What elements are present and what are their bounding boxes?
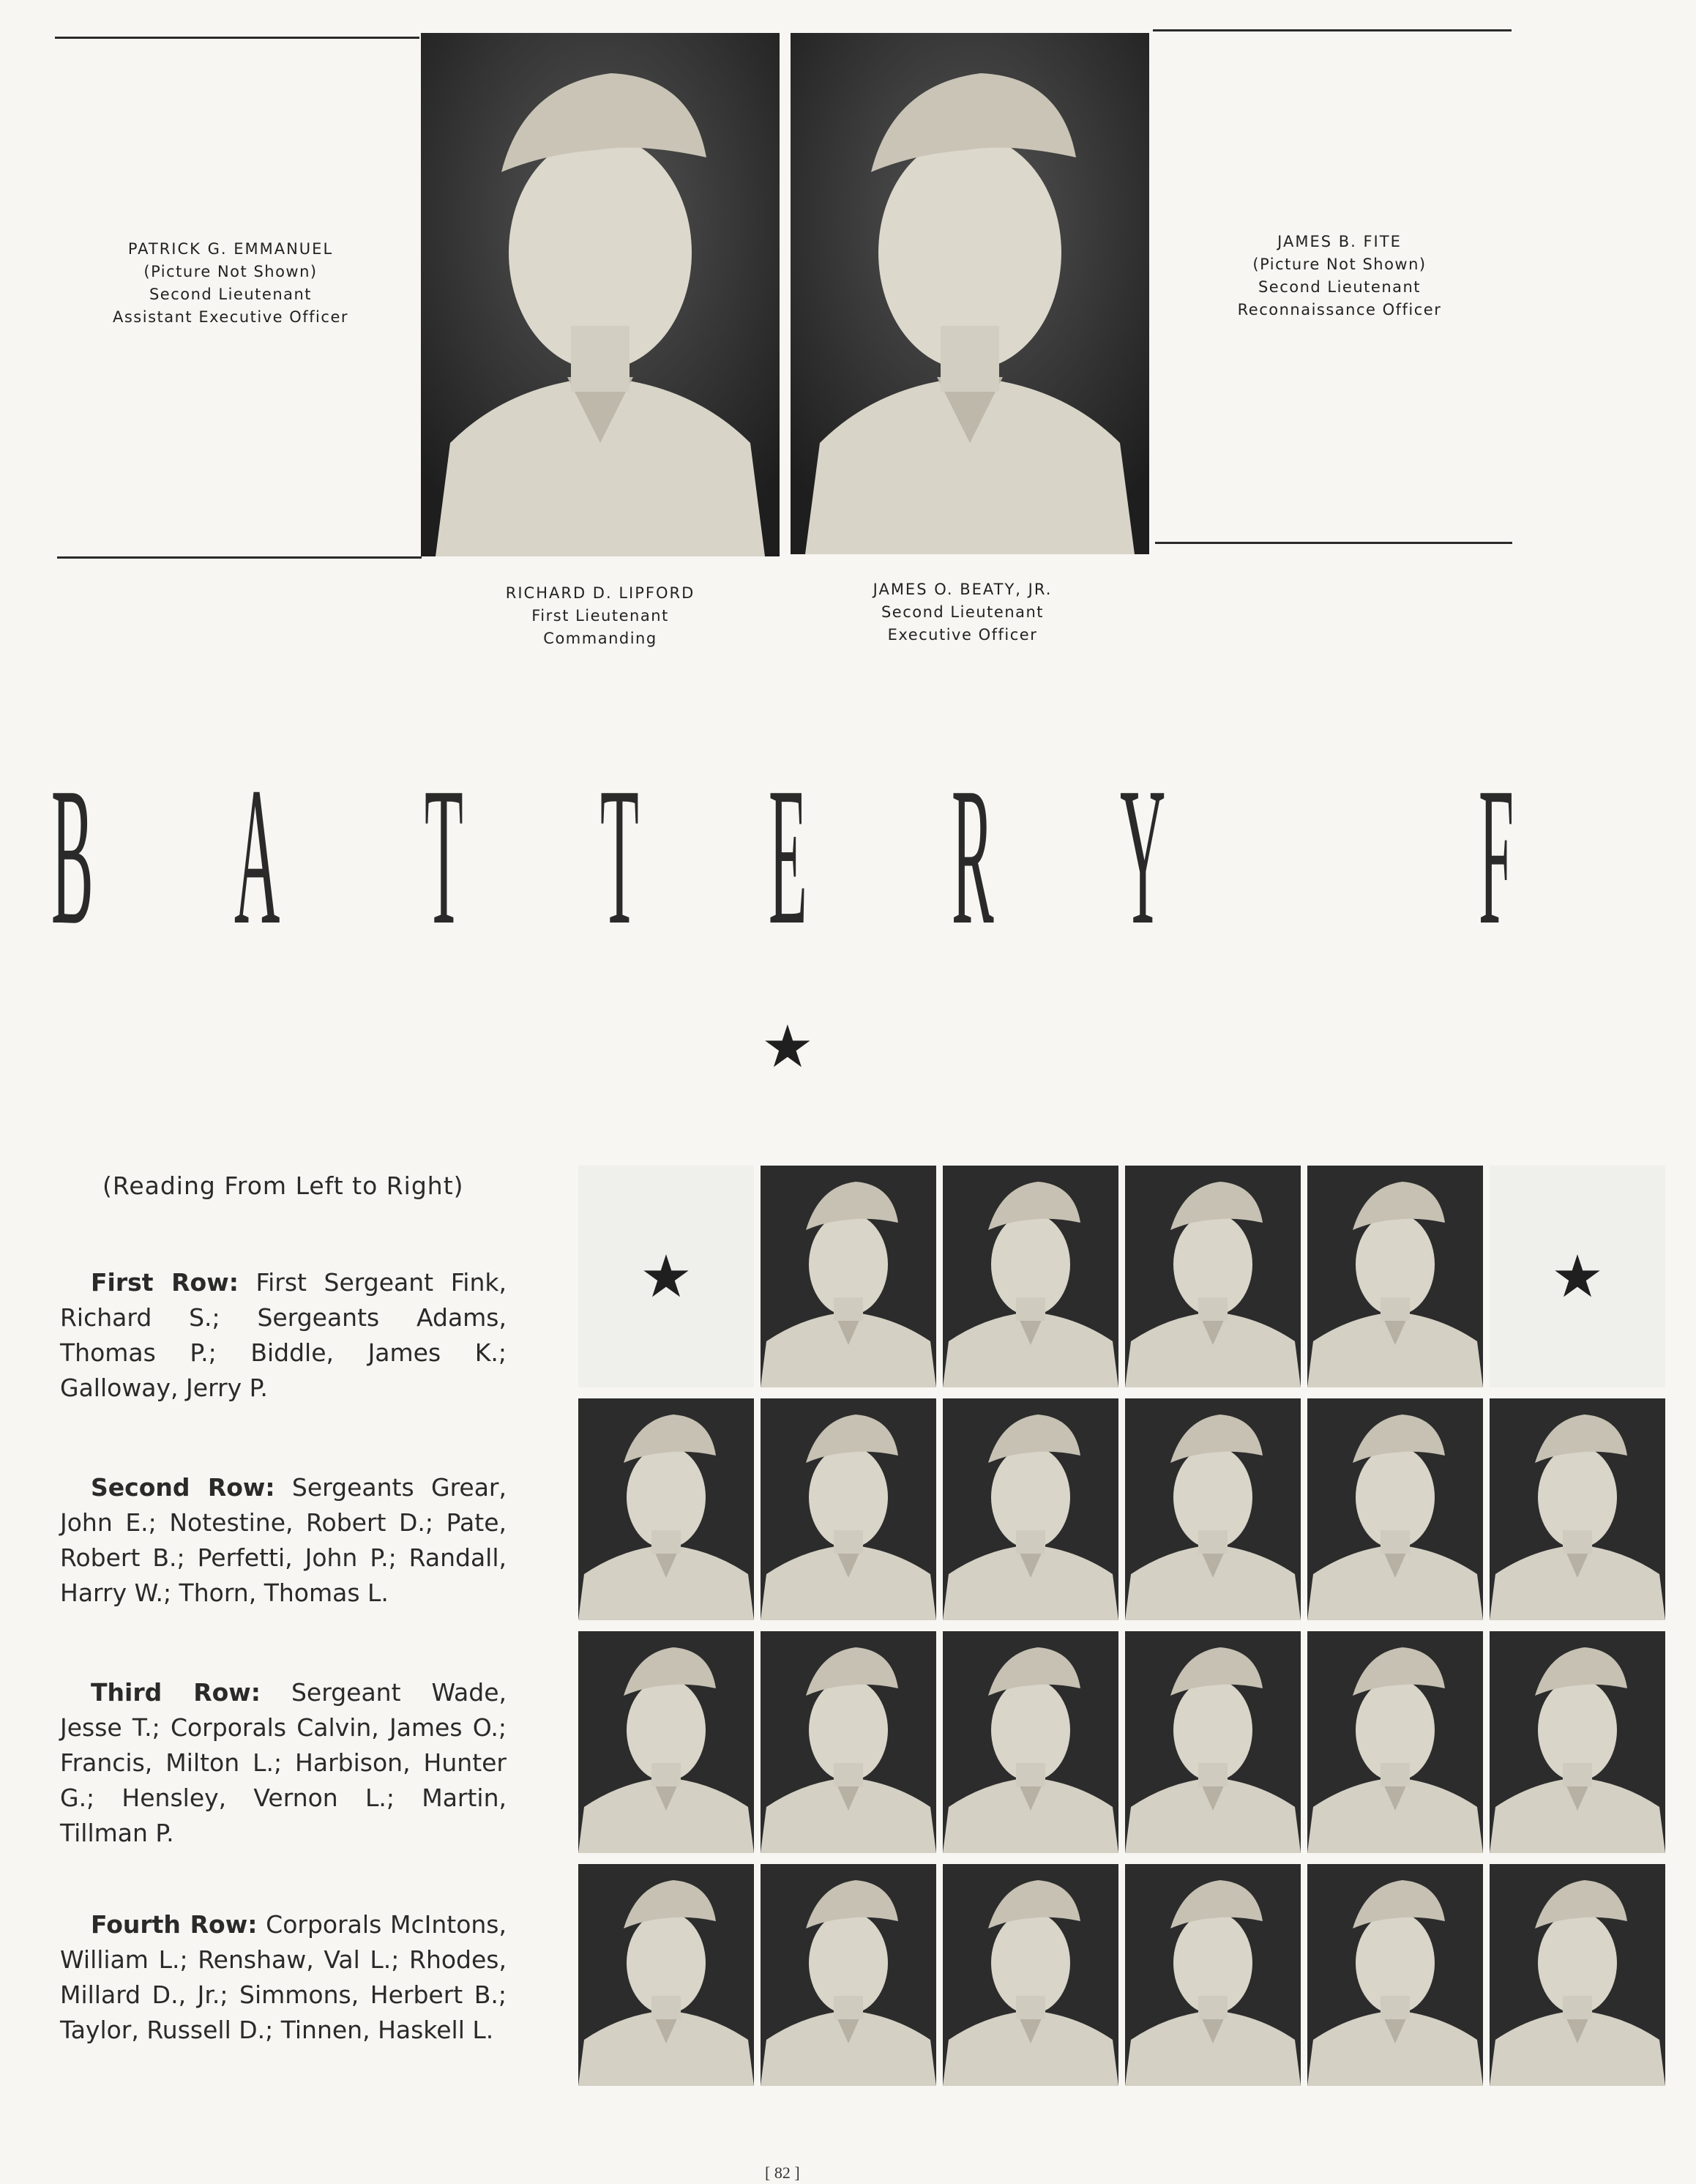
row-caption-first [60, 1265, 507, 1406]
portrait-photo [1490, 1631, 1665, 1853]
portrait-grid [578, 1166, 1665, 2086]
row-caption-second [60, 1470, 507, 1611]
officer-rank: Second Lieutenant [149, 286, 313, 303]
officer-rank: Second Lieutenant [881, 603, 1045, 621]
portrait-photo [943, 1398, 1118, 1620]
star-icon: ★ [1551, 1242, 1604, 1311]
officer-name: PATRICK G. EMMANUEL [127, 240, 334, 258]
portrait-photo [761, 1166, 936, 1387]
portrait-photo [1125, 1166, 1301, 1387]
officer-note: (Picture Not Shown) [143, 263, 318, 280]
officer-fite-caption [1178, 231, 1501, 321]
portrait-photo [761, 1631, 936, 1853]
officer-note: (Picture Not Shown) [1252, 256, 1427, 273]
officer-name: JAMES O. BEATY, JR. [873, 581, 1053, 598]
officer-role: Reconnaissance Officer [1237, 301, 1442, 318]
portrait-photo [578, 1864, 754, 2086]
portrait-photo [943, 1631, 1118, 1853]
blank-star-cell [1490, 1166, 1665, 1387]
officer-role: Executive Officer [887, 626, 1038, 644]
row-label: First Row: [91, 1268, 239, 1297]
portrait-photo [1125, 1631, 1301, 1853]
row-label: Second Row: [91, 1473, 275, 1502]
portrait-photo [1125, 1398, 1301, 1620]
portrait-photo [1307, 1864, 1483, 2086]
row-names: First Sergeant Fink, Richard S.; Sergeants Adams, Thomas P.; Biddle, James K.; Galloway, Jerry P. [60, 1268, 507, 1402]
portrait-photo [578, 1631, 754, 1853]
portrait-photo [1307, 1631, 1483, 1853]
title-letter: B [51, 747, 94, 966]
portrait-photo [761, 1864, 936, 2086]
title-letter: Y [1120, 747, 1166, 966]
row-caption-fourth [60, 1907, 507, 2048]
portrait-photo [1307, 1166, 1483, 1387]
officer-role: Assistant Executive Officer [112, 308, 348, 326]
top-right-rule [1153, 29, 1512, 31]
officer-beaty-caption [827, 578, 1098, 646]
star-icon: ★ [761, 1013, 814, 1081]
page-number: [ 82 ] [765, 2163, 800, 2182]
top-left-rule [55, 37, 419, 39]
row-names: Sergeant Wade, Jesse T.; Corporals Calvin, James O.; Francis, Milton L.; Harbison, Hunter G.; Hensley, Vernon L.; Martin, Tillman P. [60, 1678, 507, 1847]
star-icon: ★ [640, 1242, 692, 1311]
portrait-photo [1490, 1398, 1665, 1620]
title-letter: T [425, 747, 463, 966]
portrait-photo [1125, 1864, 1301, 2086]
battery-title [51, 747, 1515, 966]
title-letter: A [234, 747, 280, 966]
title-letter: E [769, 747, 807, 966]
top-left-bottom-rule [57, 556, 422, 559]
portrait-photo [1490, 1864, 1665, 2086]
top-right-bottom-rule [1155, 542, 1512, 544]
officer-photo-lipford [421, 33, 780, 556]
officer-photo-beaty [791, 33, 1149, 554]
row-label: Third Row: [91, 1678, 261, 1707]
portrait-photo [943, 1166, 1118, 1387]
reading-note: (Reading From Left to Right) [102, 1171, 464, 1200]
portrait-photo [1307, 1398, 1483, 1620]
officer-name: RICHARD D. LIPFORD [505, 584, 695, 602]
row-caption-third [60, 1675, 507, 1851]
portrait-photo [578, 1398, 754, 1620]
title-letter: T [600, 747, 639, 966]
officer-rank: Second Lieutenant [1258, 278, 1422, 296]
row-names: Corporals McIntons, William L.; Renshaw, Val L.; Rhodes, Millard D., Jr.; Simmons, Herbert B.; Taylor, Russell D.; Tinnen, Haskell L. [60, 1910, 507, 2044]
officer-lipford-caption [465, 582, 736, 650]
officer-name: JAMES B. FITE [1277, 233, 1402, 250]
portrait-photo [761, 1398, 936, 1620]
row-names: Sergeants Grear, John E.; Notestine, Robert D.; Pate, Robert B.; Perfetti, John P.; Randall, Harry W.; Thorn, Thomas L. [60, 1473, 507, 1607]
title-letter: R [952, 747, 994, 966]
portrait-photo [943, 1864, 1118, 2086]
officer-emmanuel-caption [73, 238, 388, 329]
officer-role: Commanding [543, 630, 657, 647]
title-letter: F [1479, 747, 1514, 966]
row-label: Fourth Row: [91, 1910, 258, 1939]
blank-star-cell [578, 1166, 754, 1387]
officer-rank: First Lieutenant [531, 607, 669, 625]
